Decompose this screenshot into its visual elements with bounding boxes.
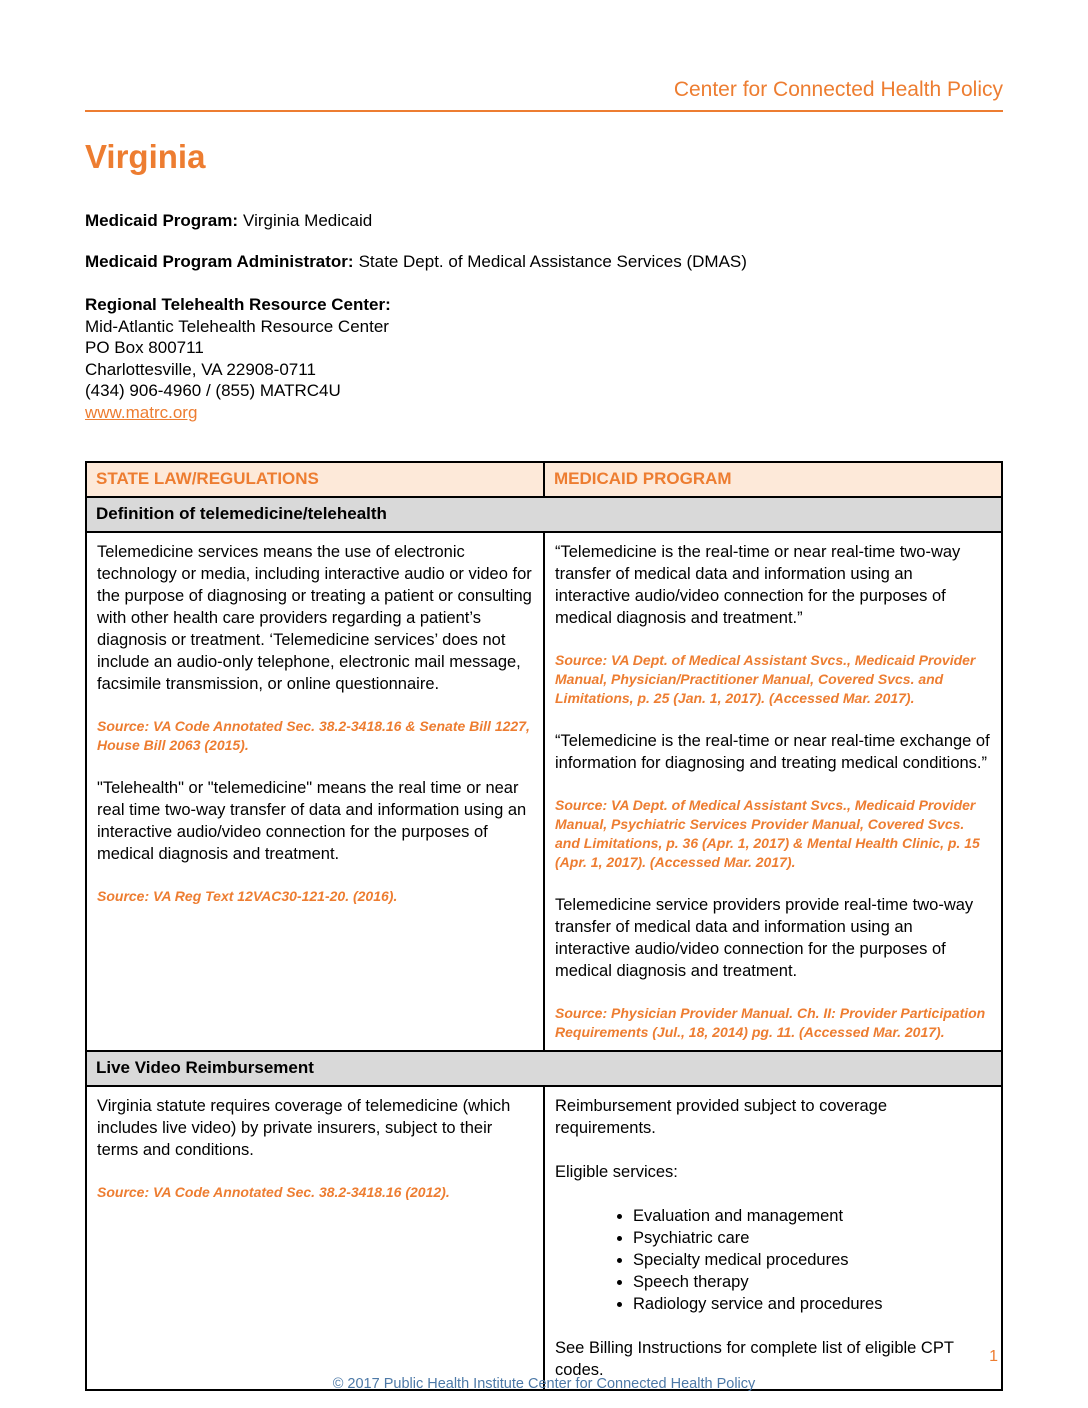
list-item: • Radiology service and procedures — [633, 1293, 991, 1315]
table-row — [86, 1086, 1002, 1390]
paragraph: Virginia statute requires coverage of telemedicine (which includes live video) by private insurers, subject to their terms and conditions. — [97, 1097, 511, 1159]
definition-medicaid-cell — [544, 532, 1002, 1051]
administrator-line — [85, 251, 1003, 272]
footer-copyright: © 2017 Public Health Institute Center for Connected Health Policy — [332, 1376, 756, 1392]
paragraph: Telemedicine services means the use of electronic technology or media, including interactive audio or video for the purpose of diagnosing or treating a patient or consulting with other health care providers regarding a patient’s diagnosis or treatment. ‘Telemedicine services’ does not include an audio-only telephone, electronic mail message, facsimile transmission, or online questionnaire. — [97, 543, 532, 693]
page-title: Virginia — [85, 138, 206, 175]
paragraph: “Telemedicine is the real-time or near real-time exchange of information for diagnosing and treating medical conditions.” — [555, 732, 990, 772]
live-video-state-law-cell — [86, 1086, 544, 1390]
policy-table — [85, 461, 1003, 1391]
medicaid-program-value: Virginia Medicaid — [243, 211, 373, 230]
section-title-definition: Definition of telemedicine/telehealth — [86, 497, 1002, 532]
rtrc-pobox-line: PO Box 800711 — [85, 338, 204, 357]
paragraph: See Billing Instructions for complete list of eligible CPT codes. — [555, 1339, 954, 1379]
telehealth-resource-center-block — [85, 294, 1003, 423]
source-citation: Source: VA Reg Text 12VAC30-121-20. (2016). — [97, 888, 398, 904]
list-item: • Speech therapy — [633, 1271, 991, 1293]
rtrc-label: Regional Telehealth Resource Center: — [85, 295, 391, 314]
list-item: • Psychiatric care — [633, 1227, 991, 1249]
source-citation: Source: VA Code Annotated Sec. 38.2-3418.16 (2012). — [97, 1184, 450, 1200]
section-row-live-video — [86, 1051, 1002, 1086]
rtrc-city-line: Charlottesville, VA 22908-0711 — [85, 359, 316, 379]
column-header-state-law: STATE LAW/REGULATIONS — [86, 462, 544, 497]
header-org-name: Center for Connected Health Policy — [85, 78, 1003, 112]
medicaid-program-line — [85, 210, 1003, 231]
section-row-definition — [86, 497, 1002, 532]
rtrc-website-link[interactable]: www.matrc.org — [85, 402, 198, 422]
live-video-medicaid-cell — [544, 1086, 1002, 1390]
rtrc-name-line: Mid-Atlantic Telehealth Resource Center — [85, 316, 389, 336]
source-citation: Source: VA Dept. of Medical Assistant Svcs., Medicaid Provider Manual, Psychiatric Services Provider Manual, Covered Svcs. and Limitations, p. 36 (Apr. 1, 2017) & Mental Health Clinic, p. 15 (Apr. 1, 2017). (Accessed Mar. 2017). — [555, 797, 980, 870]
administrator-label: Medicaid Program Administrator: — [85, 252, 354, 271]
paragraph: “Telemedicine is the real-time or near real-time two-way transfer of medical data and information using an interactive audio/video connection for the purposes of medical diagnosis and treatment.” — [555, 543, 961, 627]
table-header-row — [86, 462, 1002, 497]
column-header-medicaid-program: MEDICAID PROGRAM — [544, 462, 1002, 497]
table-row — [86, 532, 1002, 1051]
administrator-value: State Dept. of Medical Assistance Services (DMAS) — [358, 252, 747, 271]
eligible-services-list — [555, 1205, 991, 1315]
source-citation: Source: VA Dept. of Medical Assistant Svcs., Medicaid Provider Manual, Physician/Practitioner Manual, Covered Svcs. and Limitations, p. 25 (Jan. 1, 2017). (Accessed Mar. 2017). — [555, 652, 976, 706]
paragraph: Eligible services: — [555, 1163, 678, 1181]
paragraph: Telemedicine service providers provide real-time two-way transfer of medical data and information using an interactive audio/video connection for the purposes of medical diagnosis and treatment. — [555, 896, 974, 980]
definition-state-law-cell — [86, 532, 544, 1051]
section-title-live-video: Live Video Reimbursement — [86, 1051, 1002, 1086]
list-item: • Specialty medical procedures — [633, 1249, 991, 1271]
source-citation: Source: VA Code Annotated Sec. 38.2-3418.16 & Senate Bill 1227, House Bill 2063 (2015). — [97, 718, 530, 753]
page-number: 1 — [989, 1348, 998, 1365]
rtrc-phone-line: (434) 906-4960 / (855) MATRC4U — [85, 381, 341, 400]
paragraph: Reimbursement provided subject to coverage requirements. — [555, 1097, 888, 1137]
source-citation: Source: Physician Provider Manual. Ch. II: Provider Participation Requirements (Jul., 18, 2014) pg. 11. (Accessed Mar. 2017). — [555, 1005, 986, 1040]
medicaid-program-label: Medicaid Program: — [85, 211, 239, 230]
paragraph: "Telehealth" or "telemedicine" means the real time or near real time two-way transfer of data and information using an interactive audio/video connection for the purposes of medical diagnosis and treatment. — [97, 779, 527, 863]
list-item: • Evaluation and management — [633, 1205, 991, 1227]
